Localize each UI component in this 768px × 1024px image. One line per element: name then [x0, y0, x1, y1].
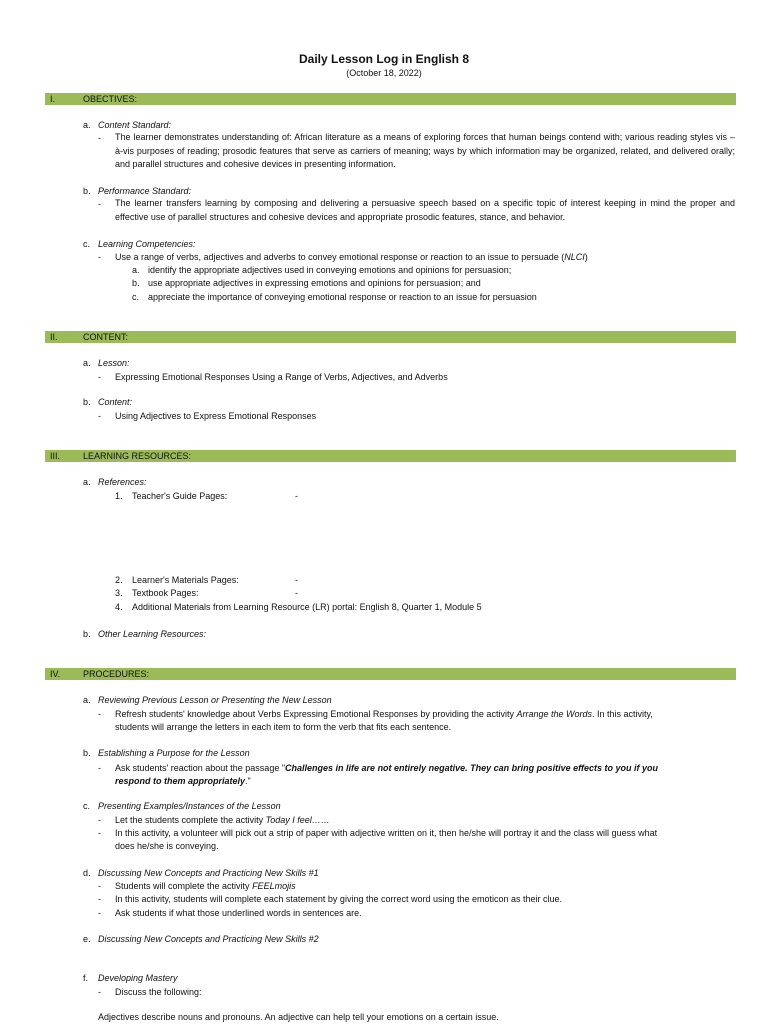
performance-standard-text: The learner transfers learning by composing and delivering a persuasive speech based on a specific topic of interest keeping in mind the proper and effective use of parallel structures and cohesive devices and appropriate prosodic features, stance, and behavior. [115, 198, 735, 222]
section-number: I. [50, 94, 56, 104]
procedure-heading: Presenting Examples/Instances of the Lesson [98, 801, 281, 811]
activity-name: Today I feel…… [265, 815, 330, 825]
item-letter: a. [83, 477, 91, 487]
procedure-heading: Discussing New Concepts and Practicing New Skills #2 [98, 934, 319, 944]
bullet-dash: - [98, 709, 101, 719]
reference-number: 2. [115, 575, 123, 585]
content-text: Using Adjectives to Express Emotional Responses [115, 411, 317, 421]
procedure-text: Discuss the following: [115, 987, 202, 997]
item-letter: a. [83, 358, 91, 368]
item-letter: a. [83, 120, 91, 130]
procedure-heading: Establishing a Purpose for the Lesson [98, 748, 250, 758]
section-number: IV. [50, 669, 61, 679]
lesson-text: Expressing Emotional Responses Using a Range of Verbs, Adjectives, and Adverbs [115, 372, 448, 382]
bullet-dash: - [98, 908, 101, 918]
item-letter: b. [83, 748, 91, 758]
quoted-passage: Challenges in life are not entirely negative. They can bring positive effects to you if you [285, 763, 658, 773]
activity-name: FEELmojis [252, 881, 296, 891]
bullet-dash: - [98, 133, 101, 143]
procedure-text-part: Ask students' reaction about the passage " [115, 763, 286, 773]
lesson-heading: Lesson: [98, 358, 130, 368]
section-bar-content [45, 331, 736, 343]
bullet-dash: - [98, 199, 101, 209]
procedure-text [115, 776, 251, 786]
section-bar-objectives [45, 93, 736, 105]
item-letter: c. [83, 801, 91, 811]
bullet-dash: - [98, 894, 101, 904]
learning-competencies-text [115, 252, 588, 262]
bullet-dash: - [98, 828, 101, 838]
section-label: LEARNING RESOURCES: [83, 451, 192, 461]
bullet-dash: - [98, 763, 101, 773]
procedure-text-part: ." [245, 776, 251, 786]
closing-paragraph: Adjectives describe nouns and pronouns. An adjective can help tell your emotions on a certain issue. [98, 1012, 499, 1022]
sub-item-text: use appropriate adjectives in expressing emotions and opinions for persuasion; and [148, 278, 481, 288]
item-letter: d. [83, 868, 91, 878]
reference-number: 4. [115, 602, 123, 612]
section-number: III. [50, 451, 61, 461]
activity-name: Arrange the Words [516, 709, 592, 719]
bullet-dash: - [98, 411, 101, 421]
content-standard-text: The learner demonstrates understanding of: African literature as a means of exploring forces that human beings contend with; various reading styles vis – à-vis purposes of reading; prosodic features that serve as carriers of meaning; ways by which information may be organized, related, and delivered orally; and parallel structures and cohesive devices in presenting information. [115, 132, 735, 169]
procedure-text: In this activity, a volunteer will pick out a strip of paper with adjective written on it, then he/she will portray it and the class will guess what [115, 828, 658, 838]
procedure-text-part: Refresh students' knowledge about Verbs Expressing Emotional Responses by providing the activity [115, 709, 517, 719]
bullet-dash: - [98, 815, 101, 825]
document-date: (October 18, 2022) [346, 68, 422, 78]
item-letter: b. [83, 629, 91, 639]
content-standard-heading: Content Standard: [98, 120, 172, 130]
procedure-text: Ask students if what those underlined words in sentences are. [115, 908, 362, 918]
reference-label: Textbook Pages: [132, 588, 199, 598]
content-heading: Content: [98, 397, 133, 407]
bullet-dash: - [98, 252, 101, 262]
quoted-passage: respond to them appropriately [115, 776, 246, 786]
section-number: II. [50, 332, 58, 342]
competency-close: ) [584, 252, 588, 262]
procedure-heading: Discussing New Concepts and Practicing New Skills #1 [98, 868, 319, 878]
reference-number: 1. [115, 491, 123, 501]
section-bar-learning-resources [45, 450, 736, 462]
reference-label: Additional Materials from Learning Resource (LR) portal: English 8, Quarter 1, Module 5 [132, 602, 482, 612]
section-label: CONTENT: [83, 332, 128, 342]
bullet-dash: - [98, 881, 101, 891]
competency-code: NLCI [564, 252, 585, 262]
reference-value: - [295, 491, 298, 501]
item-letter: c. [83, 239, 91, 249]
section-label: PROCEDURES: [83, 669, 150, 679]
reference-value: - [295, 575, 298, 585]
reference-label: Teacher's Guide Pages: [132, 491, 228, 501]
section-bar-procedures [45, 668, 736, 680]
reference-label: Learner's Materials Pages: [132, 575, 239, 585]
section-label: OBECTIVES: [83, 94, 138, 104]
sub-item-text: identify the appropriate adjectives used in conveying emotions and opinions for persuasion; [148, 265, 512, 275]
sub-item-letter: b. [132, 278, 140, 288]
procedure-text [115, 815, 330, 825]
procedure-text: does he/she is conveying. [115, 841, 219, 851]
procedure-text: In this activity, students will complete each statement by giving the correct word using the emoticon as their clue. [115, 894, 563, 904]
item-letter: e. [83, 934, 91, 944]
sub-item-letter: c. [132, 292, 140, 302]
item-letter: f. [83, 973, 89, 983]
procedure-text-part: . In this activity, [592, 709, 653, 719]
performance-standard-heading: Performance Standard: [98, 186, 192, 196]
reference-value: - [295, 588, 298, 598]
sub-item-letter: a. [132, 265, 140, 275]
references-heading: References: [98, 477, 147, 487]
procedure-text-part: Let the students complete the activity [115, 815, 266, 825]
procedure-text: students will arrange the letters in each item to form the verb that fits each sentence. [115, 722, 452, 732]
competency-text: Use a range of verbs, adjectives and adverbs to convey emotional response or reaction to an issue to persuade ( [115, 252, 565, 262]
learning-competencies-heading: Learning Competencies: [98, 239, 196, 249]
procedure-text [115, 763, 658, 773]
procedure-text [115, 881, 296, 891]
document-title: Daily Lesson Log in English 8 [298, 52, 470, 66]
item-letter: b. [83, 186, 91, 196]
other-resources-heading: Other Learning Resources: [98, 629, 207, 639]
bullet-dash: - [98, 987, 101, 997]
bullet-dash: - [98, 372, 101, 382]
procedure-text [115, 709, 653, 719]
item-letter: b. [83, 397, 91, 407]
procedure-heading: Reviewing Previous Lesson or Presenting the New Lesson [98, 695, 332, 705]
item-letter: a. [83, 695, 91, 705]
reference-number: 3. [115, 588, 123, 598]
procedure-text-part: Students will complete the activity [115, 881, 253, 891]
sub-item-text: appreciate the importance of conveying emotional response or reaction to an issue for persuasion [148, 292, 537, 302]
procedure-heading: Developing Mastery [98, 973, 178, 983]
